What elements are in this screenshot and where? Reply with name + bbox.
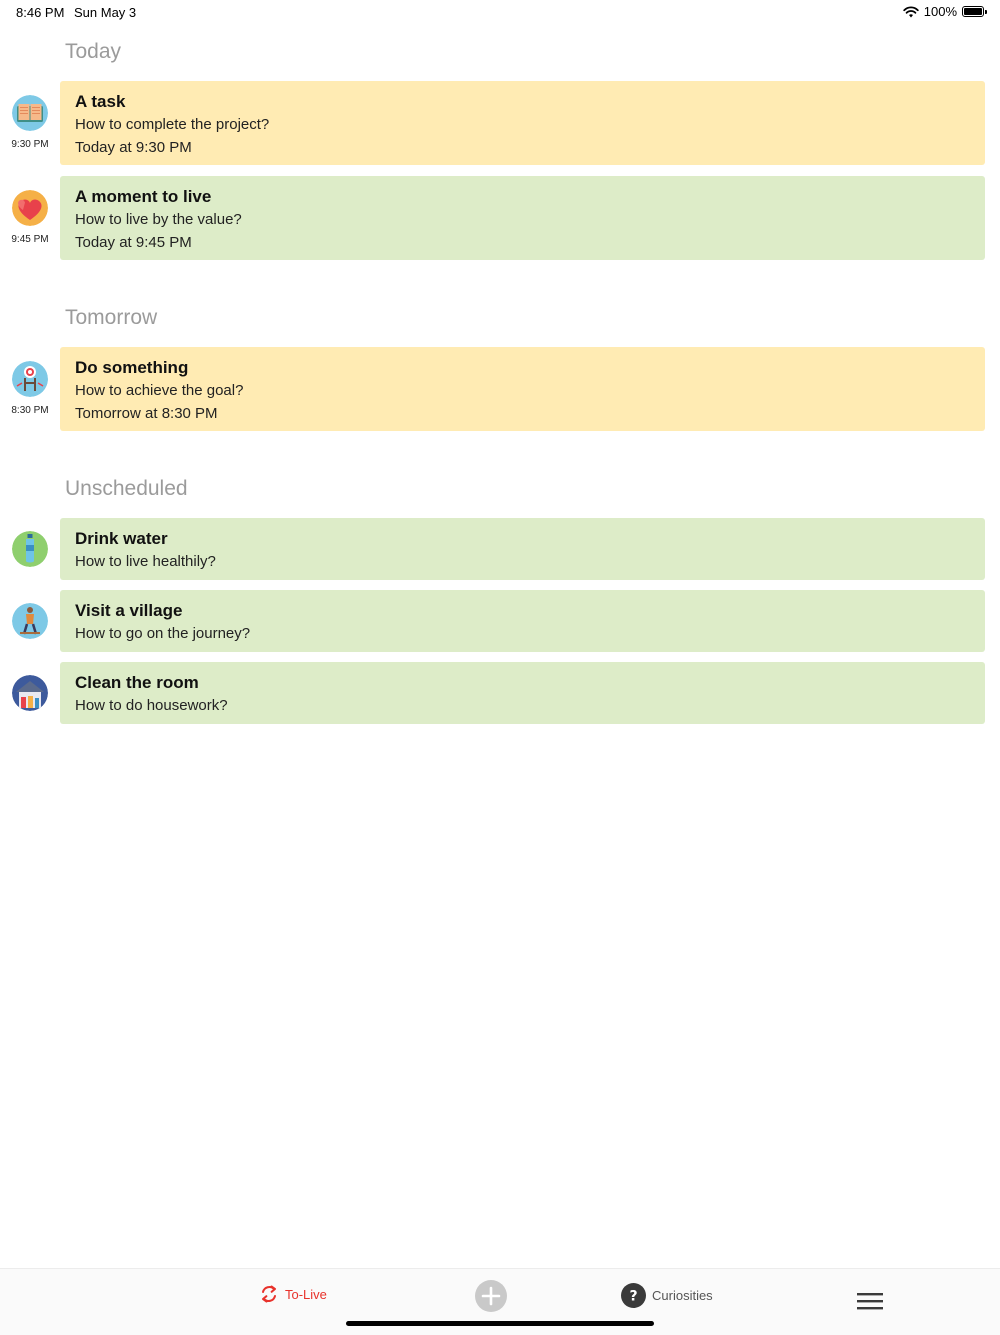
item-subtitle: How to complete the project? [75,116,270,133]
book-icon [12,95,48,131]
status-time: 8:46 PM [16,5,65,20]
section-title-unscheduled: Unscheduled [65,477,188,500]
task-row[interactable] [0,347,1000,431]
item-title: Clean the room [75,673,199,692]
item-subtitle: How to live by the value? [75,211,242,228]
task-row[interactable] [0,81,1000,165]
plus-icon [475,1280,507,1312]
house-icon [12,675,48,711]
item-title: A task [75,92,126,111]
battery-level [964,8,982,15]
item-schedule: Today at 9:45 PM [75,234,192,251]
item-subtitle: How to achieve the goal? [75,382,244,399]
traveler-icon [12,603,48,639]
battery-percent: 100% [923,4,957,19]
battery-icon [962,6,984,17]
task-row[interactable] [0,590,1000,652]
tab-curiosities[interactable] [621,1283,713,1308]
task-card[interactable] [60,81,985,165]
home-indicator [346,1321,654,1326]
task-row[interactable] [0,662,1000,724]
task-row[interactable] [0,518,1000,580]
tab-to-live-label: To-Live [285,1286,327,1302]
water-bottle-icon [12,531,48,567]
wifi-icon [903,6,919,18]
item-title: Do something [75,358,189,377]
task-row[interactable] [0,176,1000,260]
status-right [903,4,984,19]
status-date: Sun May 3 [74,5,137,20]
tab-to-live[interactable] [259,1283,327,1305]
item-subtitle: How to do housework? [75,697,228,714]
item-time: 8:30 PM [11,405,49,416]
section-title-tomorrow: Tomorrow [65,306,158,329]
item-time: 9:30 PM [11,139,49,150]
item-schedule: Today at 9:30 PM [75,139,192,156]
hearts-icon [12,190,48,226]
task-card[interactable] [60,176,985,260]
item-time: 9:45 PM [11,234,49,245]
task-card[interactable] [60,347,985,431]
menu-button[interactable] [857,1293,883,1311]
sync-icon [259,1283,279,1305]
question-icon [621,1283,646,1308]
section-title-today: Today [65,40,122,63]
item-subtitle: How to go on the journey? [75,625,251,642]
hamburger-menu-icon [857,1293,883,1311]
status-bar [0,0,1000,24]
add-button[interactable] [475,1280,507,1312]
item-title: Drink water [75,529,168,548]
item-subtitle: How to live healthily? [75,553,216,570]
task-card[interactable] [60,662,985,724]
item-schedule: Tomorrow at 8:30 PM [75,405,218,422]
task-card[interactable] [60,590,985,652]
item-title: A moment to live [75,187,212,206]
tab-curiosities-label: Curiosities [652,1288,713,1303]
task-card[interactable] [60,518,985,580]
svg-text:?: ? [629,1288,638,1305]
target-icon [12,361,48,397]
item-title: Visit a village [75,601,183,620]
